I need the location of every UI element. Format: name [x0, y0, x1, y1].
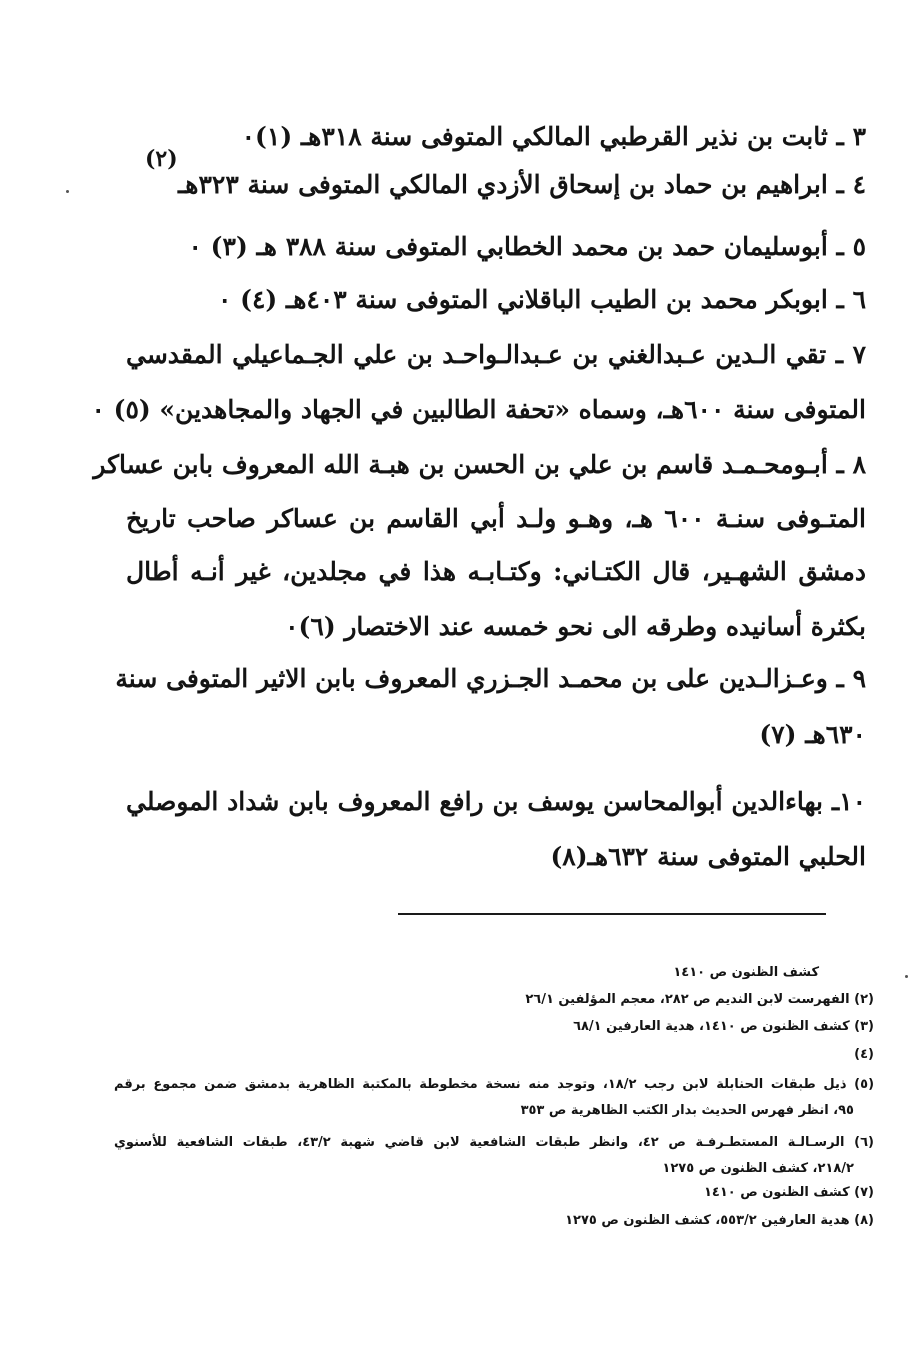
footnote-6b: ٢١٨/٢، كشف الظنون ص ١٢٧٥ [662, 1161, 854, 1176]
body-line-3: ٣ ـ ثابت بن نذير القرطبي المالكي المتوفى سنة ٣١٨هـ (١)٠ [241, 122, 866, 151]
body-line-10b: الحلبي المتوفى سنة ٦٣٢هـ(٨) [550, 842, 866, 871]
footnote-1: كشف الظنون ص ١٤١٠ [673, 965, 819, 980]
footnote-4: (٤) [854, 1047, 874, 1062]
footnote-2: (٢) الفهرست لابن النديم ص ٢٨٢، معجم المؤلفين ٢٦/١ [525, 992, 874, 1007]
body-line-8c: دمشق الشهـير، قال الكتـاني: وكتـابـه هذا في مجلدين، غير أنـه أطال [126, 557, 866, 586]
body-line-5: ٥ ـ أبوسليمان حمد بن محمد الخطابي المتوفى سنة ٣٨٨ هـ (٣) ٠ [188, 232, 866, 261]
body-line-10a: ١٠ـ بهاءالدين أبوالمحاسن يوسف بن رافع المعروف بابن شداد الموصلي [126, 787, 866, 816]
body-line-9b: ٦٣٠هـ (٧) [759, 720, 866, 749]
footnote-8: (٨) هدية العارفين ٥٥٣/٢، كشف الظنون ص ١٢٧٥ [565, 1213, 874, 1228]
footnote-6a: (٦) الرسـالـة المستطـرفـة ص ٤٢، وانظر طبقات الشافعية لابن قاضي شهبة ٤٣/٢، طبقات الشافعية للأسنوي [114, 1135, 874, 1150]
footnote-7: (٧) كشف الظنون ص ١٤١٠ [704, 1185, 874, 1200]
scan-speck [66, 190, 69, 193]
body-line-7b: المتوفى سنة ٦٠٠هـ، وسماه «تحفة الطالبين في الجهاد والمجاهدين» (٥) ٠ [91, 395, 866, 424]
body-line-7a: ٧ ـ تقي الـدين عـبدالغني بن عـبدالـواحـد بن علي الجـماعيلي المقدسي [126, 340, 866, 369]
body-line-6: ٦ ـ ابوبكر محمد بن الطيب الباقلاني المتوفى سنة ٤٠٣هـ (٤) ٠ [217, 285, 866, 314]
footnote-5b: ٩٥، انظر فهرس الحديث بدار الكتب الظاهرية ص ٣٥٣ [520, 1103, 854, 1118]
footnote-marker-2: (٢) [145, 146, 178, 172]
body-line-4: ٤ ـ ابراهيم بن حماد بن إسحاق الأزدي المالكي المتوفى سنة ٣٢٣هـ [177, 170, 866, 199]
body-line-8b: المتـوفى سنـة ٦٠٠ هـ، وهـو ولـد أبي القاسم بن عساكر صاحب تاريخ [126, 504, 867, 533]
body-line-9a: ٩ ـ وعـزالـدين على بن محمـد الجـزري المعروف بابن الاثير المتوفى سنة [115, 664, 866, 693]
scan-speck [905, 975, 908, 978]
body-line-8d: بكثرة أسانيده وطرقه الى نحو خمسه عند الاختصار (٦)٠ [285, 612, 866, 641]
footnote-5a: (٥) ذيل طبقات الحنابلة لابن رجب ١٨/٢، وتوجد منه نسخة مخطوطة بالمكتبة الظاهرية بدمشق ضمن مجموع برقم [114, 1077, 875, 1092]
footnote-3: (٣) كشف الظنون ص ١٤١٠، هدية العارفين ٦٨/١ [573, 1019, 874, 1034]
body-line-8a: ٨ ـ أبـومحـمـد قاسم بن علي بن الحسن بن هبـة الله المعروف بابن عساكر [93, 450, 866, 479]
footnote-separator [398, 913, 826, 915]
